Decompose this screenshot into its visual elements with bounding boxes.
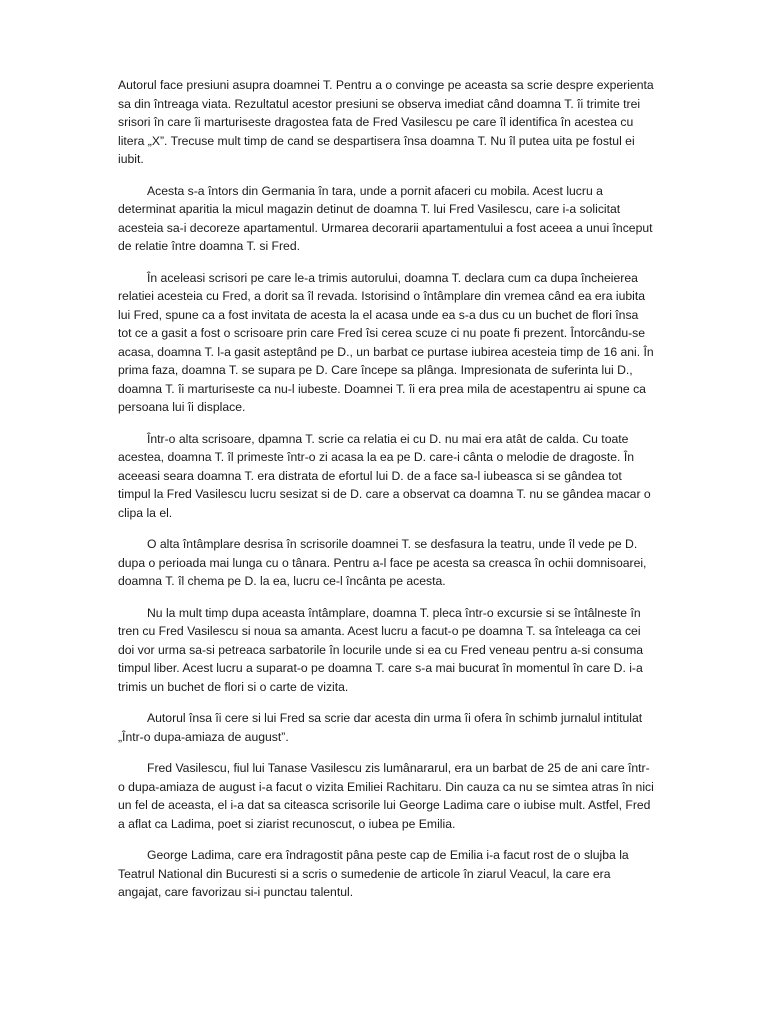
paragraph-2: Acesta s-a întors din Germania în tara, unde a pornit afaceri cu mobila. Acest lucru a determinat aparitia la micul magazin detinut de doamna T. lui Fred Vasilescu, care i-a solicitat acesteia sa-i decoreze apartamentul. Urmarea decorarii apartamentului a fost aceea a unui început de relatie între doamna T. si Fred. xyxy=(118,183,653,253)
paragraph-6: Nu la mult timp dupa aceasta întâmplare, doamna T. pleca într-o excursie si se întâlneste în tren cu Fred Vasilescu si noua sa amanta. Acest lucru a facut-o pe doamna T. sa înteleaga ca cei doi vor urma sa-si petreaca sarbatorile în locurile unde si ea cu Fred veneau pentru a-si consuma timpul liber. Acest lucru a suparat-o pe doamna T. care s-a mai bucurat în momentul în care D. i-a trimis un buchet de flori si o carte de vizita. xyxy=(118,605,644,694)
paragraph-9: George Ladima, care era îndragostit pâna peste cap de Emilia i-a facut rost de o slujba la Teatrul National din Bucuresti si a scris o sumedenie de articole în ziarul Veacul, la care era angajat, care favorizau si-i punctau talentul. xyxy=(118,848,629,899)
paragraph-7: Autorul însa îi cere si lui Fred sa scrie dar acesta din urma îi ofera în schimb jurnalul intitulat „Într-o dupa-amiaza de august”. xyxy=(118,711,643,744)
document-page xyxy=(118,76,654,915)
paragraph-8: Fred Vasilescu, fiul lui Tanase Vasilescu zis lumânararul, era un barbat de 25 de ani care într-o dupa-amiaza de august i-a facut o vizita Emiliei Rachitaru. Din cauza ca nu se simtea atras în nici un fel de aceasta, el i-a dat sa citeasca scrisorile lui George Ladima care o iubise mult. Astfel, Fred a aflat ca Ladima, poet si ziarist recunoscut, o iubea pe Emilia. xyxy=(118,761,654,831)
paragraph-3: În aceleasi scrisori pe care le-a trimis autorului, doamna T. declara cum ca dupa încheierea relatiei acesteia cu Fred, a dorit sa îl revada. Istorisind o întâmplare din vremea când ea era iubita lui Fred, spune ca a fost invitata de acesta la el acasa unde ea s-a dus cu un buchet de flori însa tot ce a gasit a fost o scrisoare prin care Fred îsi cerea scuze ci nu poate fi prezent. Întorcându-se acasa, doamna T. l-a gasit asteptând pe D., un barbat ce purtase iubirea acesteia timp de 16 ani. În prima faza, doamna T. se supara pe D. Care începe sa plânga. Impresionata de suferinta lui D., doamna T. îi marturiseste ca nu-l iubeste. Doamnei T. îi era prea mila de acestapentru ai spune ca persoana lui îi displace. xyxy=(118,270,654,414)
paragraph-1: Autorul face presiuni asupra doamnei T. Pentru a o convinge pe aceasta sa scrie despre experienta sa din întreaga viata. Rezultatul acestor presiuni se observa imediat când doamna T. îi trimite trei srisori în care îi marturiseste dragostea fata de Fred Vasilescu pe care îl identifica în acestea cu litera „X”. Trecuse mult timp de cand se despartisera însa doamna T. Nu îl putea uita pe fostul ei iubit. xyxy=(118,78,654,166)
paragraph-5: O alta întâmplare desrisa în scrisorile doamnei T. se desfasura la teatru, unde îl vede pe D. dupa o perioada mai lunga cu o tânara. Pentru a-l face pe acesta sa creasca în ochii domnisoarei, doamna T. îl chema pe D. la ea, lucru ce-l încânta pe acesta. xyxy=(118,537,647,588)
paragraph-4: Într-o alta scrisoare, dpamna T. scrie ca relatia ei cu D. nu mai era atât de calda. Cu toate acestea, doamna T. îl primeste într-o zi acasa la ea pe D. care-i cânta o melodie de dragoste. În aceeasi seara doamna T. era distrata de efortul lui D. de a face sa-l iubeasca si se gândea tot timpul la Fred Vasilescu lucru sesizat si de D. care a observat ca doamna T. nu se gândea macar o clipa la el. xyxy=(118,431,651,520)
